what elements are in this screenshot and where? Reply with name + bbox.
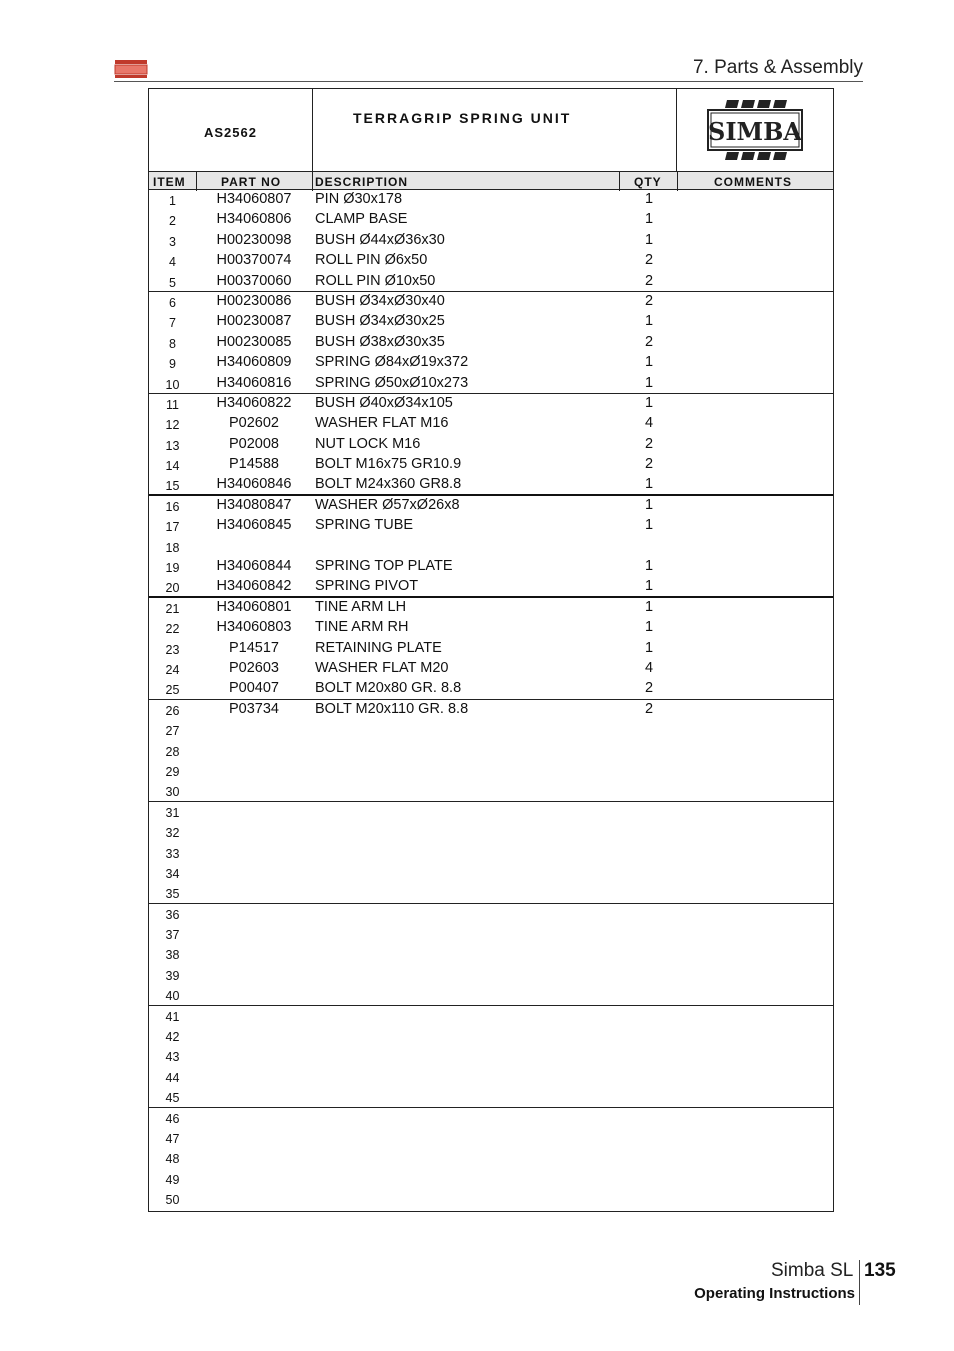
header-simba-logo bbox=[114, 59, 148, 79]
quantity: 1 bbox=[644, 639, 654, 656]
part-description: BOLT M20x110 GR. 8.8 bbox=[315, 700, 469, 717]
quantity: 1 bbox=[644, 619, 654, 636]
quantity: 1 bbox=[644, 313, 654, 330]
table-row bbox=[149, 1189, 833, 1209]
table-row bbox=[149, 598, 833, 618]
table-row bbox=[149, 1108, 833, 1128]
item-number: 1 bbox=[169, 194, 176, 208]
table-row bbox=[149, 475, 833, 495]
item-number: 41 bbox=[165, 1009, 180, 1024]
col-description: DESCRIPTION bbox=[315, 175, 409, 189]
item-number: 43 bbox=[165, 1050, 180, 1065]
table-row bbox=[149, 741, 833, 761]
table-row bbox=[149, 374, 833, 394]
section-title: 7. Parts & Assembly bbox=[692, 57, 863, 78]
table-row bbox=[149, 1087, 833, 1107]
item-number: 27 bbox=[165, 724, 180, 739]
part-description: SPRING TOP PLATE bbox=[315, 558, 453, 575]
table-row bbox=[149, 272, 833, 292]
table-row bbox=[149, 435, 833, 455]
table-row bbox=[149, 414, 833, 434]
item-number: 19 bbox=[165, 561, 180, 576]
part-number: H34060801 bbox=[216, 598, 292, 615]
table-row bbox=[149, 537, 833, 557]
quantity: 2 bbox=[644, 700, 654, 717]
quantity: 2 bbox=[644, 680, 654, 697]
part-description: ROLL PIN Ø10x50 bbox=[315, 272, 436, 289]
item-number: 15 bbox=[165, 479, 180, 494]
part-description: CLAMP BASE bbox=[315, 211, 408, 228]
quantity: 2 bbox=[644, 272, 654, 289]
item-number: 14 bbox=[165, 459, 180, 474]
item-number: 25 bbox=[165, 683, 180, 698]
item-number: 33 bbox=[165, 846, 180, 861]
table-row bbox=[149, 700, 833, 720]
table-row bbox=[149, 251, 833, 271]
col-part-no: PART NO bbox=[221, 175, 282, 189]
quantity: 4 bbox=[644, 415, 654, 432]
item-number: 8 bbox=[169, 336, 176, 351]
table-row bbox=[149, 496, 833, 516]
part-number: H34060842 bbox=[216, 578, 292, 595]
assembly-name: TERRAGRIP SPRING UNIT bbox=[312, 89, 677, 171]
col-comments: COMMENTS bbox=[714, 175, 792, 189]
part-number: H34060822 bbox=[216, 394, 292, 411]
table-row bbox=[149, 822, 833, 842]
part-number: H00230087 bbox=[216, 313, 292, 330]
column-headers bbox=[149, 171, 833, 190]
item-number: 30 bbox=[165, 785, 180, 800]
quantity: 1 bbox=[644, 476, 654, 493]
table-row bbox=[149, 843, 833, 863]
part-description: BUSH Ø40xØ34x105 bbox=[315, 394, 453, 411]
table-row bbox=[149, 965, 833, 985]
table-row bbox=[149, 618, 833, 638]
quantity: 1 bbox=[644, 191, 654, 207]
part-description: WASHER FLAT M20 bbox=[315, 659, 449, 676]
part-description: BOLT M16x75 GR10.9 bbox=[315, 456, 462, 473]
table-row bbox=[149, 577, 833, 597]
item-number: 50 bbox=[165, 1193, 180, 1208]
part-number: P00407 bbox=[229, 680, 279, 697]
item-number: 23 bbox=[165, 642, 180, 657]
item-number: 21 bbox=[165, 601, 180, 616]
quantity: 1 bbox=[644, 231, 654, 248]
item-number: 38 bbox=[165, 948, 180, 963]
table-row bbox=[149, 679, 833, 699]
table-row bbox=[149, 659, 833, 679]
col-divider bbox=[196, 171, 197, 191]
simba-logo bbox=[677, 89, 833, 171]
table-row bbox=[149, 516, 833, 536]
table-row bbox=[149, 1169, 833, 1189]
part-description: ROLL PIN Ø6x50 bbox=[315, 252, 428, 269]
item-number: 36 bbox=[165, 907, 180, 922]
part-description: BUSH Ø34xØ30x25 bbox=[315, 313, 445, 330]
table-row bbox=[149, 761, 833, 781]
item-number: 40 bbox=[165, 989, 180, 1004]
title-block bbox=[149, 89, 833, 171]
table-row bbox=[149, 394, 833, 414]
part-number: P02008 bbox=[229, 435, 279, 452]
item-number: 31 bbox=[165, 805, 180, 820]
item-number: 42 bbox=[165, 1030, 180, 1045]
part-number: H34060803 bbox=[216, 619, 292, 636]
quantity: 1 bbox=[644, 558, 654, 575]
item-number: 7 bbox=[169, 316, 176, 331]
table-row bbox=[149, 557, 833, 577]
item-number: 49 bbox=[165, 1172, 180, 1187]
table-row bbox=[149, 863, 833, 883]
part-number: H34060846 bbox=[216, 476, 292, 493]
item-number: 6 bbox=[169, 295, 176, 310]
col-qty: QTY bbox=[634, 175, 662, 189]
item-number: 20 bbox=[165, 581, 180, 596]
part-description: TINE ARM RH bbox=[315, 619, 409, 636]
part-description: RETAINING PLATE bbox=[315, 639, 442, 656]
quantity: 1 bbox=[644, 578, 654, 595]
table-row bbox=[149, 1067, 833, 1087]
item-number: 9 bbox=[169, 357, 176, 372]
part-number: H00230098 bbox=[216, 231, 292, 248]
table-row bbox=[149, 1128, 833, 1148]
table-row bbox=[149, 312, 833, 332]
product-name: Simba SL bbox=[771, 1260, 854, 1281]
item-number: 44 bbox=[165, 1070, 180, 1085]
item-number: 3 bbox=[169, 234, 176, 249]
parts-rows bbox=[149, 190, 833, 1210]
item-number: 29 bbox=[165, 764, 180, 779]
quantity: 1 bbox=[644, 394, 654, 411]
quantity: 4 bbox=[644, 659, 654, 676]
item-number: 48 bbox=[165, 1152, 180, 1167]
part-description: BUSH Ø38xØ30x35 bbox=[315, 333, 445, 350]
item-number: 16 bbox=[165, 499, 180, 514]
part-description: SPRING PIVOT bbox=[315, 578, 419, 595]
quantity: 2 bbox=[644, 292, 654, 309]
table-row bbox=[149, 353, 833, 373]
item-number: 22 bbox=[165, 622, 180, 637]
table-row bbox=[149, 231, 833, 251]
part-number: H00370060 bbox=[216, 272, 292, 289]
table-row bbox=[149, 904, 833, 924]
quantity: 1 bbox=[644, 598, 654, 615]
part-number: H00370074 bbox=[216, 252, 292, 269]
item-number: 26 bbox=[165, 703, 180, 718]
quantity: 2 bbox=[644, 252, 654, 269]
quantity: 2 bbox=[644, 333, 654, 350]
parts-list-sheet bbox=[148, 88, 834, 1212]
part-description: BOLT M24x360 GR8.8 bbox=[315, 476, 462, 493]
part-description: PIN Ø30x178 bbox=[315, 191, 403, 207]
item-number: 4 bbox=[169, 255, 176, 270]
quantity: 1 bbox=[644, 374, 654, 391]
part-number: H00230085 bbox=[216, 333, 292, 350]
item-number: 12 bbox=[165, 418, 180, 433]
col-item: ITEM bbox=[153, 175, 186, 189]
table-row bbox=[149, 944, 833, 964]
doc-type: Operating Instructions bbox=[694, 1285, 855, 1302]
item-number: 11 bbox=[166, 397, 179, 412]
item-number: 39 bbox=[165, 968, 180, 983]
item-number: 28 bbox=[165, 744, 180, 759]
table-row bbox=[149, 985, 833, 1005]
part-number: H34060806 bbox=[216, 211, 292, 228]
item-number: 37 bbox=[165, 928, 180, 943]
table-row bbox=[149, 924, 833, 944]
quantity: 1 bbox=[644, 211, 654, 228]
part-number: P14588 bbox=[229, 456, 279, 473]
table-row bbox=[149, 1148, 833, 1168]
col-divider bbox=[312, 171, 313, 191]
footer-divider bbox=[859, 1260, 860, 1305]
item-number: 46 bbox=[165, 1111, 180, 1126]
table-row bbox=[149, 292, 833, 312]
part-description: SPRING Ø50xØ10x273 bbox=[315, 374, 469, 391]
item-number: 47 bbox=[165, 1131, 180, 1146]
part-number: H34060844 bbox=[216, 558, 292, 575]
item-number: 10 bbox=[165, 377, 180, 392]
table-row bbox=[149, 190, 833, 210]
part-description: BUSH Ø34xØ30x40 bbox=[315, 292, 445, 309]
simba-logo-graphic bbox=[705, 98, 805, 162]
quantity: 1 bbox=[644, 517, 654, 534]
col-divider bbox=[677, 171, 678, 191]
part-number: P02602 bbox=[229, 415, 279, 432]
item-number: 18 bbox=[165, 540, 180, 555]
item-number: 34 bbox=[165, 866, 180, 881]
quantity: 2 bbox=[644, 435, 654, 452]
part-number: P14517 bbox=[229, 639, 279, 656]
part-description: SPRING TUBE bbox=[315, 517, 414, 534]
simba-logo-text: SIMBA bbox=[707, 117, 803, 146]
part-number: H34060809 bbox=[216, 354, 292, 371]
item-number: 32 bbox=[165, 826, 180, 841]
table-row bbox=[149, 639, 833, 659]
page-number: 135 bbox=[864, 1260, 896, 1281]
part-number: H34080847 bbox=[216, 496, 292, 513]
quantity: 2 bbox=[644, 456, 654, 473]
table-row bbox=[149, 1006, 833, 1026]
table-row bbox=[149, 333, 833, 353]
part-description: BOLT M20x80 GR. 8.8 bbox=[315, 680, 462, 697]
part-number: H34060845 bbox=[216, 517, 292, 534]
col-divider bbox=[619, 171, 620, 191]
part-description: SPRING Ø84xØ19x372 bbox=[315, 354, 469, 371]
part-description: NUT LOCK M16 bbox=[315, 435, 421, 452]
assembly-code: AS2562 bbox=[204, 124, 257, 140]
part-number: H00230086 bbox=[216, 292, 292, 309]
part-description: WASHER FLAT M16 bbox=[315, 415, 449, 432]
item-number: 2 bbox=[169, 214, 176, 229]
header-divider bbox=[114, 81, 863, 82]
table-row bbox=[149, 1046, 833, 1066]
table-row bbox=[149, 210, 833, 230]
item-number: 17 bbox=[165, 520, 180, 535]
table-row bbox=[149, 883, 833, 903]
item-number: 35 bbox=[165, 887, 180, 902]
quantity: 1 bbox=[644, 496, 654, 513]
part-description: BUSH Ø44xØ36x30 bbox=[315, 231, 445, 248]
quantity: 1 bbox=[644, 354, 654, 371]
table-row bbox=[149, 781, 833, 801]
part-number: P03734 bbox=[229, 700, 279, 717]
item-number: 13 bbox=[165, 438, 180, 453]
item-number: 45 bbox=[165, 1091, 180, 1106]
part-number: H34060816 bbox=[216, 374, 292, 391]
table-row bbox=[149, 720, 833, 740]
part-number: P02603 bbox=[229, 659, 279, 676]
item-number: 24 bbox=[165, 662, 180, 677]
part-description: TINE ARM LH bbox=[315, 598, 407, 615]
table-row bbox=[149, 455, 833, 475]
table-row bbox=[149, 802, 833, 822]
table-row bbox=[149, 1026, 833, 1046]
part-description: WASHER Ø57xØ26x8 bbox=[315, 496, 460, 513]
item-number: 5 bbox=[169, 275, 176, 290]
part-number: H34060807 bbox=[216, 191, 292, 207]
